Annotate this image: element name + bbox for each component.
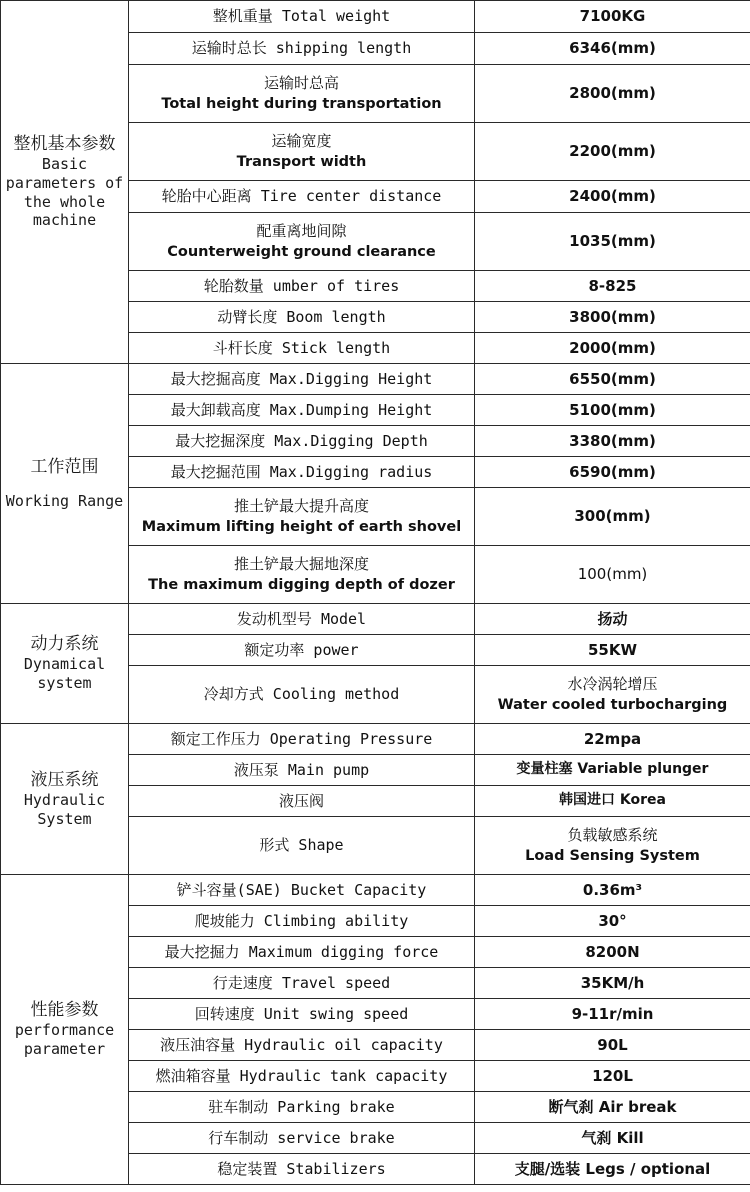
- param-label: 轮胎中心距离 Tire center distance: [129, 181, 475, 213]
- param-label: 配重离地间隙: [256, 222, 347, 241]
- value-cell: [475, 666, 750, 724]
- param-value: 2200(mm): [475, 123, 750, 181]
- category-label: 动力系统: [30, 634, 99, 655]
- param-label: 动臂长度 Boom length: [129, 302, 475, 333]
- category-label: 液压系统: [30, 769, 99, 790]
- param-value: 100(mm): [475, 546, 750, 604]
- param-label: 发动机型号 Model: [129, 604, 475, 635]
- param-label-en: Transport width: [236, 153, 367, 170]
- param-value: 6590(mm): [475, 457, 750, 488]
- param-value: 6550(mm): [475, 364, 750, 395]
- param-label-en: The maximum digging depth of dozer: [148, 576, 455, 593]
- param-label: 推土铲最大提升高度: [233, 497, 369, 516]
- param-cell: [129, 213, 475, 271]
- param-label: 额定功率 power: [129, 635, 475, 666]
- param-value: 扬动: [475, 604, 750, 635]
- param-value: 3380(mm): [475, 426, 750, 457]
- param-label: 行走速度 Travel speed: [129, 968, 475, 999]
- param-value: 7100KG: [475, 1, 750, 33]
- category-label: 性能参数: [30, 1000, 99, 1021]
- category-label: parameters of: [5, 173, 124, 192]
- param-value: 3800(mm): [475, 302, 750, 333]
- category-label: machine: [32, 211, 97, 230]
- category-label: Dynamical: [23, 655, 106, 674]
- category-hydraulic-system: [1, 724, 129, 875]
- table-row: [1, 724, 750, 755]
- param-label: 最大卸载高度 Max.Dumping Height: [129, 395, 475, 426]
- category-basic-parameters: [1, 1, 129, 364]
- param-value: 韩国进口 Korea: [475, 786, 750, 817]
- category-label: System: [37, 809, 92, 828]
- param-value: 变量柱塞 Variable plunger: [475, 755, 750, 786]
- param-value: 2400(mm): [475, 181, 750, 213]
- category-label: Hydraulic: [23, 790, 106, 809]
- param-value: 9-11r/min: [475, 999, 750, 1030]
- param-label: 斗杆长度 Stick length: [129, 333, 475, 364]
- value-cell: [475, 817, 750, 875]
- param-label: 驻车制动 Parking brake: [129, 1092, 475, 1123]
- category-label: 整机基本参数: [13, 133, 116, 154]
- category-label: Working Range: [5, 491, 124, 510]
- category-label: parameter: [23, 1040, 106, 1059]
- param-value: 35KM/h: [475, 968, 750, 999]
- param-label: 轮胎数量 umber of tires: [129, 271, 475, 302]
- category-dynamical-system: [1, 604, 129, 724]
- param-value: 2000(mm): [475, 333, 750, 364]
- table-row: [1, 604, 750, 635]
- param-label: 最大挖掘深度 Max.Digging Depth: [129, 426, 475, 457]
- param-label: 稳定装置 Stabilizers: [129, 1154, 475, 1185]
- category-working-range: [1, 364, 129, 604]
- param-label: 运输时总长 shipping length: [129, 33, 475, 65]
- param-label: 整机重量 Total weight: [129, 1, 475, 33]
- param-value-en: Load Sensing System: [525, 847, 700, 864]
- param-label: 行车制动 service brake: [129, 1123, 475, 1154]
- param-label: 液压油容量 Hydraulic oil capacity: [129, 1030, 475, 1061]
- param-label-en: Total height during transportation: [161, 95, 442, 112]
- param-value: 气刹 Kill: [475, 1123, 750, 1154]
- param-label: 燃油箱容量 Hydraulic tank capacity: [129, 1061, 475, 1092]
- param-label: 推土铲最大掘地深度: [233, 555, 369, 574]
- param-label: 回转速度 Unit swing speed: [129, 999, 475, 1030]
- param-cell: [129, 65, 475, 123]
- param-value: 8-825: [475, 271, 750, 302]
- category-performance-parameter: [1, 875, 129, 1185]
- param-value: 1035(mm): [475, 213, 750, 271]
- param-label: 爬坡能力 Climbing ability: [129, 906, 475, 937]
- param-value: 水冷涡轮增压: [567, 675, 658, 694]
- param-value: 支腿/选装 Legs / optional: [475, 1154, 750, 1185]
- param-label: 铲斗容量(SAE) Bucket Capacity: [129, 875, 475, 906]
- param-value: 120L: [475, 1061, 750, 1092]
- param-label: 液压泵 Main pump: [129, 755, 475, 786]
- param-value: 300(mm): [475, 488, 750, 546]
- param-value: 断气刹 Air break: [475, 1092, 750, 1123]
- param-value: 0.36m³: [475, 875, 750, 906]
- param-label: 最大挖掘高度 Max.Digging Height: [129, 364, 475, 395]
- table-row: [1, 364, 750, 395]
- table-row: [1, 1, 750, 33]
- param-value: 5100(mm): [475, 395, 750, 426]
- param-label-en: Counterweight ground clearance: [167, 243, 436, 260]
- param-cell: [129, 123, 475, 181]
- param-value-en: Water cooled turbocharging: [497, 696, 728, 713]
- param-value: 2800(mm): [475, 65, 750, 123]
- param-label: 最大挖掘范围 Max.Digging radius: [129, 457, 475, 488]
- param-value: 90L: [475, 1030, 750, 1061]
- param-label: 运输宽度: [271, 132, 332, 151]
- param-cell: [129, 546, 475, 604]
- param-cell: [129, 488, 475, 546]
- param-value: 30°: [475, 906, 750, 937]
- param-value: 负载敏感系统: [567, 826, 658, 845]
- table-row: [1, 875, 750, 906]
- param-value: 6346(mm): [475, 33, 750, 65]
- param-label: 冷却方式 Cooling method: [129, 666, 475, 724]
- param-label: 额定工作压力 Operating Pressure: [129, 724, 475, 755]
- param-value: 55KW: [475, 635, 750, 666]
- param-label: 最大挖掘力 Maximum digging force: [129, 937, 475, 968]
- category-label: system: [37, 674, 92, 693]
- param-label-en: Maximum lifting height of earth shovel: [141, 518, 462, 535]
- param-label: 液压阀: [129, 786, 475, 817]
- category-label: Basic: [41, 155, 88, 174]
- param-value: 8200N: [475, 937, 750, 968]
- category-label: the whole: [23, 192, 106, 211]
- category-label: performance: [14, 1021, 115, 1040]
- param-label: 形式 Shape: [129, 817, 475, 875]
- param-label: 运输时总高: [263, 74, 339, 93]
- category-label: 工作范围: [30, 456, 99, 477]
- param-value: 22mpa: [475, 724, 750, 755]
